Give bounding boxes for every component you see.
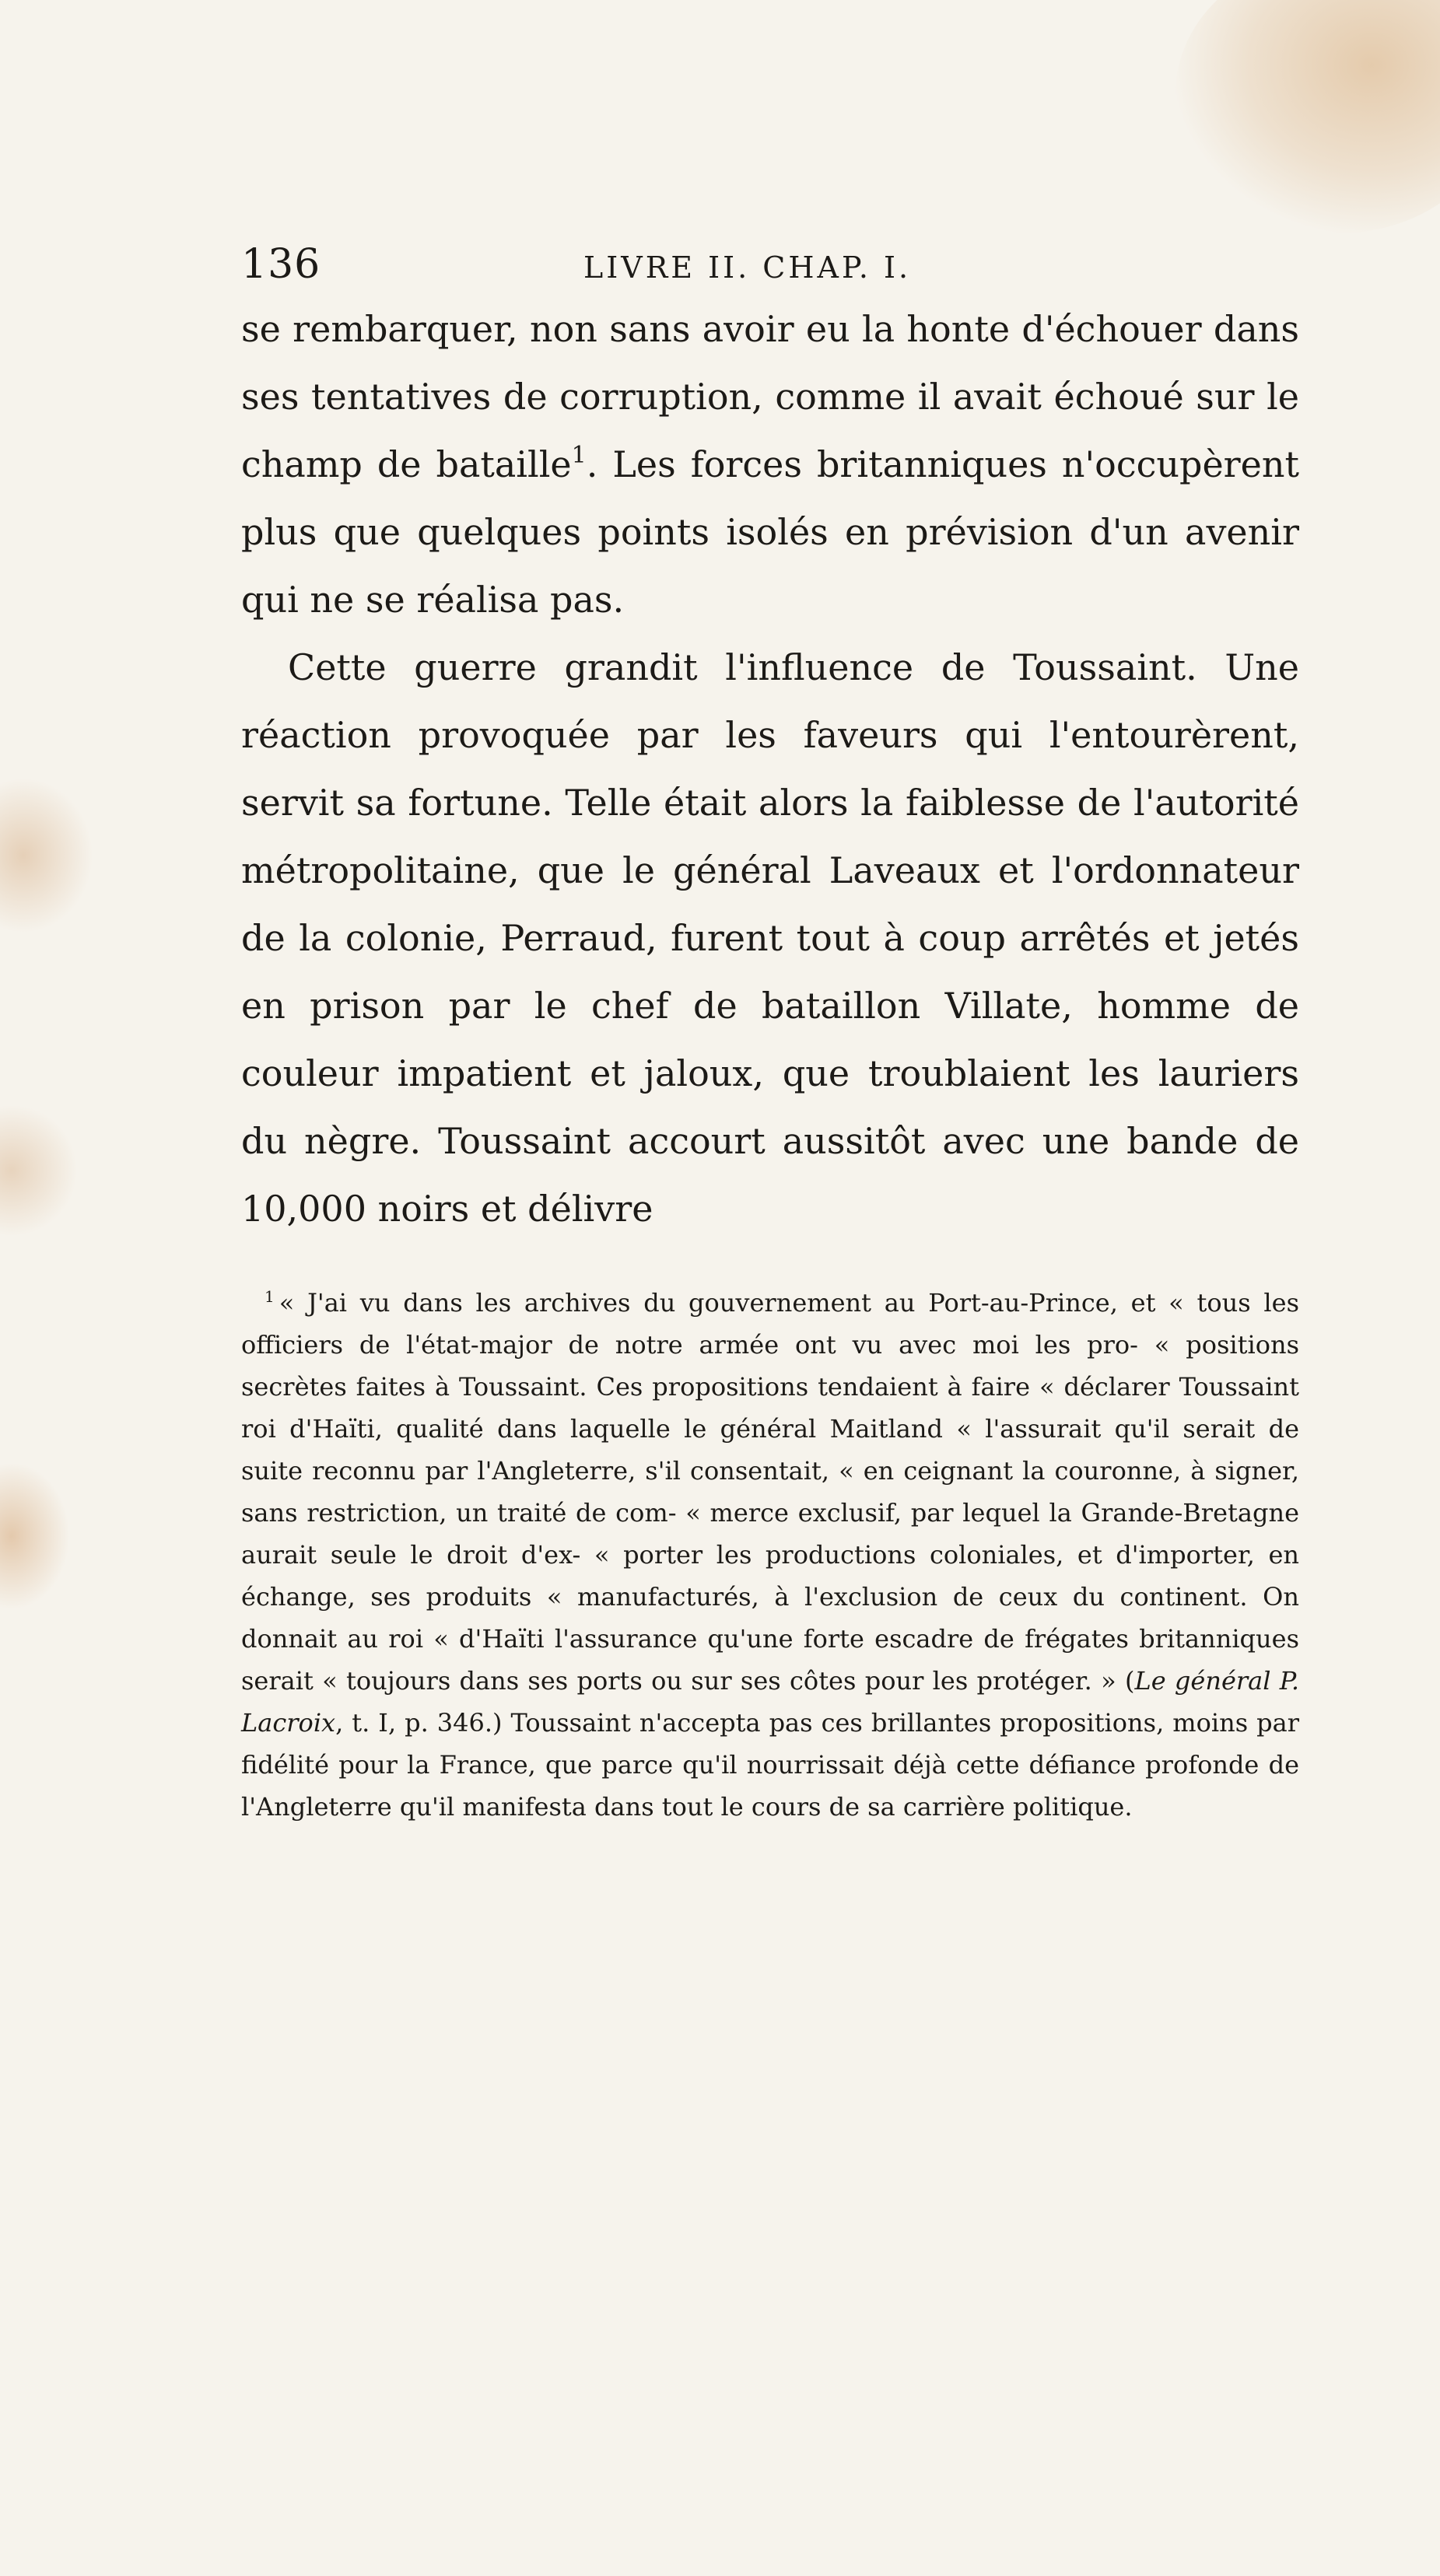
book-page: [241, 233, 1299, 1828]
footnote: [241, 1282, 1299, 1828]
running-head: LIVRE II. CHAP. I.: [583, 250, 912, 285]
footnote-mark: 1: [265, 1287, 275, 1306]
body-paragraph: [241, 296, 1299, 634]
paper-stain: [0, 778, 93, 933]
paper-stain: [0, 1104, 78, 1237]
footnote-commentary: Toussaint n'accepta pas ces brillantes propositions, moins par fidélité pour la France, que parce qu'il nourrissait déjà cette défiance profonde de l'Angleterre qu'il manifesta dans tout le cours de sa carrière politique.: [241, 1708, 1299, 1822]
footnote-reference[interactable]: 1: [571, 442, 587, 469]
footnote-source-citation: , t. I, p. 346.): [335, 1708, 503, 1738]
paper-stain: [0, 1462, 70, 1610]
body-paragraph: Cette guerre grandit l'influence de Toussaint. Une réaction provoquée par les faveurs qui l'entourèrent, servit sa fortune. Telle était alors la faiblesse de l'autorité métropolitaine, que le général Laveaux et l'ordonnateur de la colonie, Perraud, furent tout à coup arrêtés et jetés en prison par le chef de bataillon Villate, homme de couleur impatient et jaloux, que troublaient les lauriers du nègre. Toussaint accourt aussitôt avec une bande de 10,000 noirs et délivre: [241, 646, 1299, 1230]
footnote-quote: « J'ai vu dans les archives du gouvernement au Port-au-Prince, et « tous les officiers de l'état-major de notre armée ont vu avec moi les pro- « positions secrètes faites à Toussaint. Ces propositions tendaient à faire « déclarer Toussaint roi d'Haïti, qualité dans laquelle le général Maitland « l'assurait qu'il serait de suite reconnu par l'Angleterre, s'il consentait, « en ceignant la couronne, à signer, sans restriction, un traité de com- « merce exclusif, par lequel la Grande-Bretagne aurait seule le droit d'ex- « porter les productions coloniales, et d'importer, en échange, ses produits « manufacturés, à l'exclusion de ceux du continent. On donnait au roi « d'Haïti l'assurance qu'une forte escadre de frégates britanniques serait « toujours dans ses ports ou sur ses côtes pour les protéger. »: [241, 1288, 1299, 1696]
paper-stain: [1175, 0, 1440, 233]
page-header: [241, 233, 1299, 296]
paragraph-text: . Les forces britanniques n'occupèrent plus que quelques points isolés en prévision d'un avenir qui ne se réalisa pas.: [241, 443, 1299, 621]
footnote-source-open: (: [1116, 1666, 1135, 1696]
paragraph-text: se rembarquer, non sans avoir eu la honte d'échouer dans ses tentatives de corruption, comme il avait échoué sur le champ de bataille: [241, 308, 1299, 485]
footnotes: [241, 1282, 1299, 1828]
page-number: 136: [241, 241, 321, 288]
footnote-source-title: Le général P. Lacroix: [241, 1666, 1300, 1738]
